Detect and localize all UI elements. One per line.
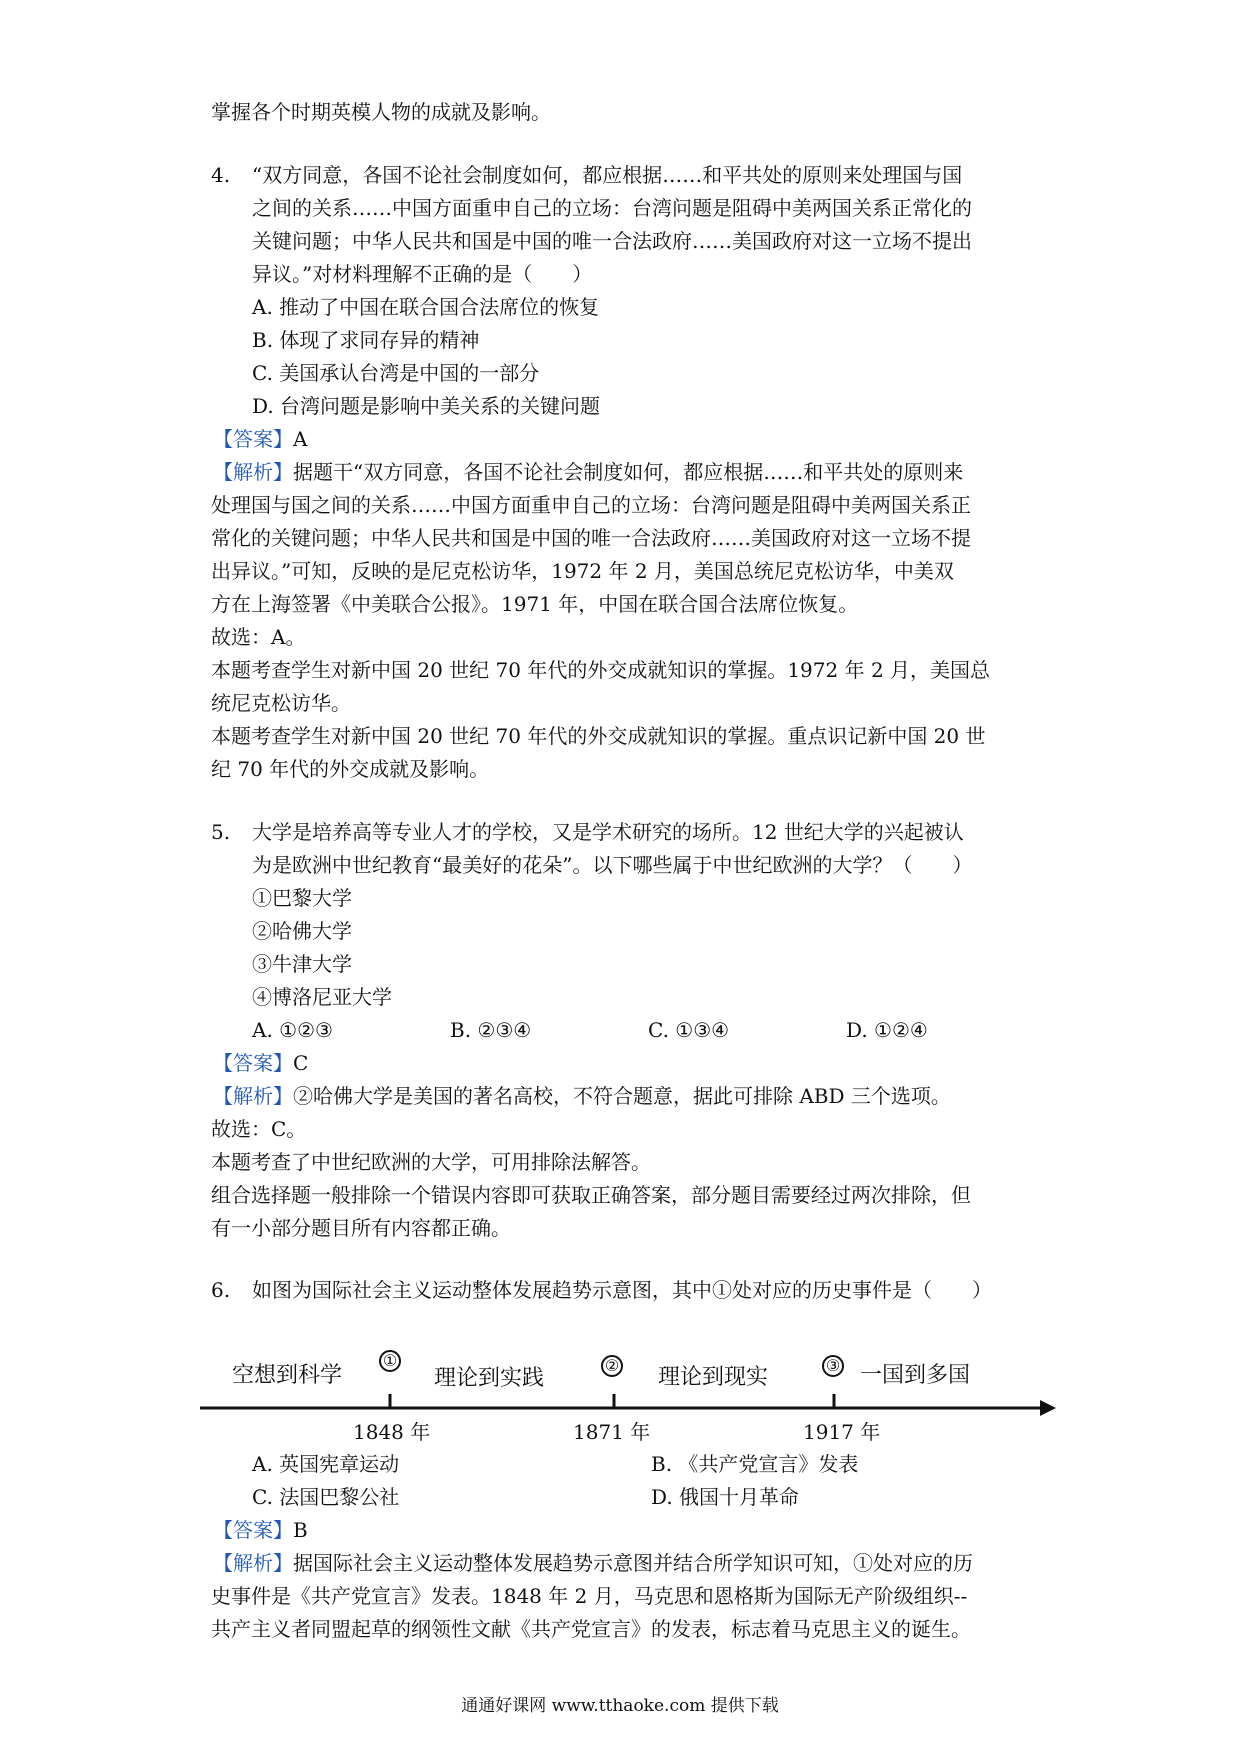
answer-tag: 【答案】 bbox=[213, 1518, 293, 1542]
q6-answer bbox=[213, 1516, 308, 1544]
q6-option: A. 英国宪章运动 bbox=[252, 1452, 400, 1476]
q4-analysis-line: 纪 70 年代的外交成就及影响。 bbox=[211, 757, 490, 781]
analysis-text: 据题干“双方同意，各国不论社会制度如何，都应根据……和平共处的原则来 bbox=[293, 460, 964, 484]
q5-item: ①巴黎大学 bbox=[252, 886, 352, 910]
q4-option: A. 推动了中国在联合国合法席位的恢复 bbox=[252, 295, 600, 319]
q5-number: 5. bbox=[211, 820, 231, 844]
q4-analysis-line: 本题考查学生对新中国 20 世纪 70 年代的外交成就知识的掌握。1972 年 2 月，美国总 bbox=[211, 658, 991, 682]
q5-item: ③牛津大学 bbox=[252, 952, 352, 976]
q5-option: B. ②③④ bbox=[450, 1018, 532, 1042]
analysis-tag: 【解析】 bbox=[213, 1084, 293, 1108]
q4-option: C. 美国承认台湾是中国的一部分 bbox=[252, 361, 540, 385]
q5-stem-line: 大学是培养高等专业人才的学校，又是学术研究的场所。12 世纪大学的兴起被认 bbox=[252, 820, 964, 844]
q5-analysis-line: 组合选择题一般排除一个错误内容即可获取正确答案，部分题目需要经过两次排除，但 bbox=[211, 1183, 971, 1207]
timeline-segment-label: 理论到现实 bbox=[658, 1365, 769, 1390]
timeline-segment-label: 理论到实践 bbox=[434, 1366, 545, 1391]
answer-value: B bbox=[293, 1518, 308, 1542]
q5-analysis-line: 本题考查了中世纪欧洲的大学，可用排除法解答。 bbox=[211, 1150, 651, 1174]
analysis-text: 据国际社会主义运动整体发展趋势示意图并结合所学知识可知，①处对应的历 bbox=[293, 1551, 973, 1575]
q4-analysis-line: 统尼克松访华。 bbox=[211, 691, 351, 715]
q6-analysis-line: 共产主义者同盟起草的纲领性文献《共产党宣言》的发表，标志着马克思主义的诞生。 bbox=[211, 1617, 971, 1641]
q4-option: D. 台湾问题是影响中美关系的关键问题 bbox=[252, 394, 601, 418]
q5-option: C. ①③④ bbox=[648, 1018, 730, 1042]
q6-analysis-line: 史事件是《共产党宣言》发表。1848 年 2 月，马克思和恩格斯为国际无产阶级组织-- bbox=[211, 1584, 968, 1608]
q4-stem-line: 之间的关系……中国方面重申自己的立场：台湾问题是阻碍中美两国关系正常化的 bbox=[252, 196, 972, 220]
q4-stem-line: “双方同意，各国不论社会制度如何，都应根据……和平共处的原则来处理国与国 bbox=[252, 163, 963, 187]
q6-option: B. 《共产党宣言》发表 bbox=[651, 1452, 859, 1476]
q6-option: C. 法国巴黎公社 bbox=[252, 1485, 400, 1509]
analysis-tag: 【解析】 bbox=[213, 460, 293, 484]
timeline-segment-label: 空想到科学 bbox=[232, 1363, 343, 1388]
q4-analysis-line: 出异议。”可知，反映的是尼克松访华，1972 年 2 月，美国总统尼克松访华，中美双 bbox=[211, 559, 954, 583]
q4-number: 4. bbox=[211, 163, 231, 187]
timeline-marker: ① bbox=[382, 1351, 398, 1370]
answer-value: A bbox=[293, 427, 308, 451]
answer-tag: 【答案】 bbox=[213, 427, 293, 451]
timeline-year: 1917 年 bbox=[803, 1420, 881, 1444]
timeline-year: 1848 年 bbox=[353, 1420, 431, 1444]
analysis-text: ②哈佛大学是美国的著名高校，不符合题意，据此可排除 ABD 三个选项。 bbox=[293, 1084, 951, 1108]
q4-stem-line: 关键问题；中华人民共和国是中国的唯一合法政府……美国政府对这一立场不提出 bbox=[252, 229, 972, 253]
q5-option: A. ①②③ bbox=[252, 1018, 333, 1042]
q5-option: D. ①②④ bbox=[846, 1018, 928, 1042]
q5-stem-line: 为是欧洲中世纪教育“最美好的花朵”。以下哪些属于中世纪欧洲的大学？（ ） bbox=[252, 853, 973, 877]
q5-analysis-line: 有一小部分题目所有内容都正确。 bbox=[211, 1216, 511, 1240]
timeline-marker: ③ bbox=[825, 1356, 841, 1375]
timeline-segment-label: 一国到多国 bbox=[860, 1363, 971, 1388]
answer-tag: 【答案】 bbox=[213, 1051, 293, 1075]
intro-line: 掌握各个时期英模人物的成就及影响。 bbox=[211, 100, 551, 124]
q6-analysis-first bbox=[213, 1549, 973, 1577]
page-footer: 通通好课网 www.tthaoke.com 提供下载 bbox=[461, 1696, 779, 1716]
q4-analysis-line: 处理国与国之间的关系……中国方面重申自己的立场：台湾问题是阻碍中美两国关系正 bbox=[211, 493, 971, 517]
q6-number: 6. bbox=[211, 1278, 231, 1302]
q4-analysis-line: 方在上海签署《中美联合公报》。1971 年，中国在联合国合法席位恢复。 bbox=[211, 592, 859, 616]
q5-item: ④博洛尼亚大学 bbox=[252, 985, 392, 1009]
q4-option: B. 体现了求同存异的精神 bbox=[252, 328, 480, 352]
q4-stem-line: 异议。”对材料理解不正确的是（ ） bbox=[252, 262, 593, 286]
q4-analysis-line: 故选：A。 bbox=[211, 625, 306, 649]
q5-item: ②哈佛大学 bbox=[252, 919, 352, 943]
timeline-arrowhead bbox=[1040, 1400, 1056, 1416]
timeline-marker: ② bbox=[604, 1356, 620, 1375]
q6-stem: 如图为国际社会主义运动整体发展趋势示意图，其中①处对应的历史事件是（ ） bbox=[252, 1278, 992, 1302]
q6-option: D. 俄国十月革命 bbox=[651, 1485, 800, 1509]
q5-analysis-line: 故选：C。 bbox=[211, 1117, 307, 1141]
analysis-tag: 【解析】 bbox=[213, 1551, 293, 1575]
answer-value: C bbox=[293, 1051, 309, 1075]
q4-analysis-line: 本题考查学生对新中国 20 世纪 70 年代的外交成就知识的掌握。重点识记新中国 20 世 bbox=[211, 724, 986, 748]
timeline-year: 1871 年 bbox=[573, 1420, 651, 1444]
q4-analysis-line: 常化的关键问题；中华人民共和国是中国的唯一合法政府……美国政府对这一立场不提 bbox=[211, 526, 971, 550]
